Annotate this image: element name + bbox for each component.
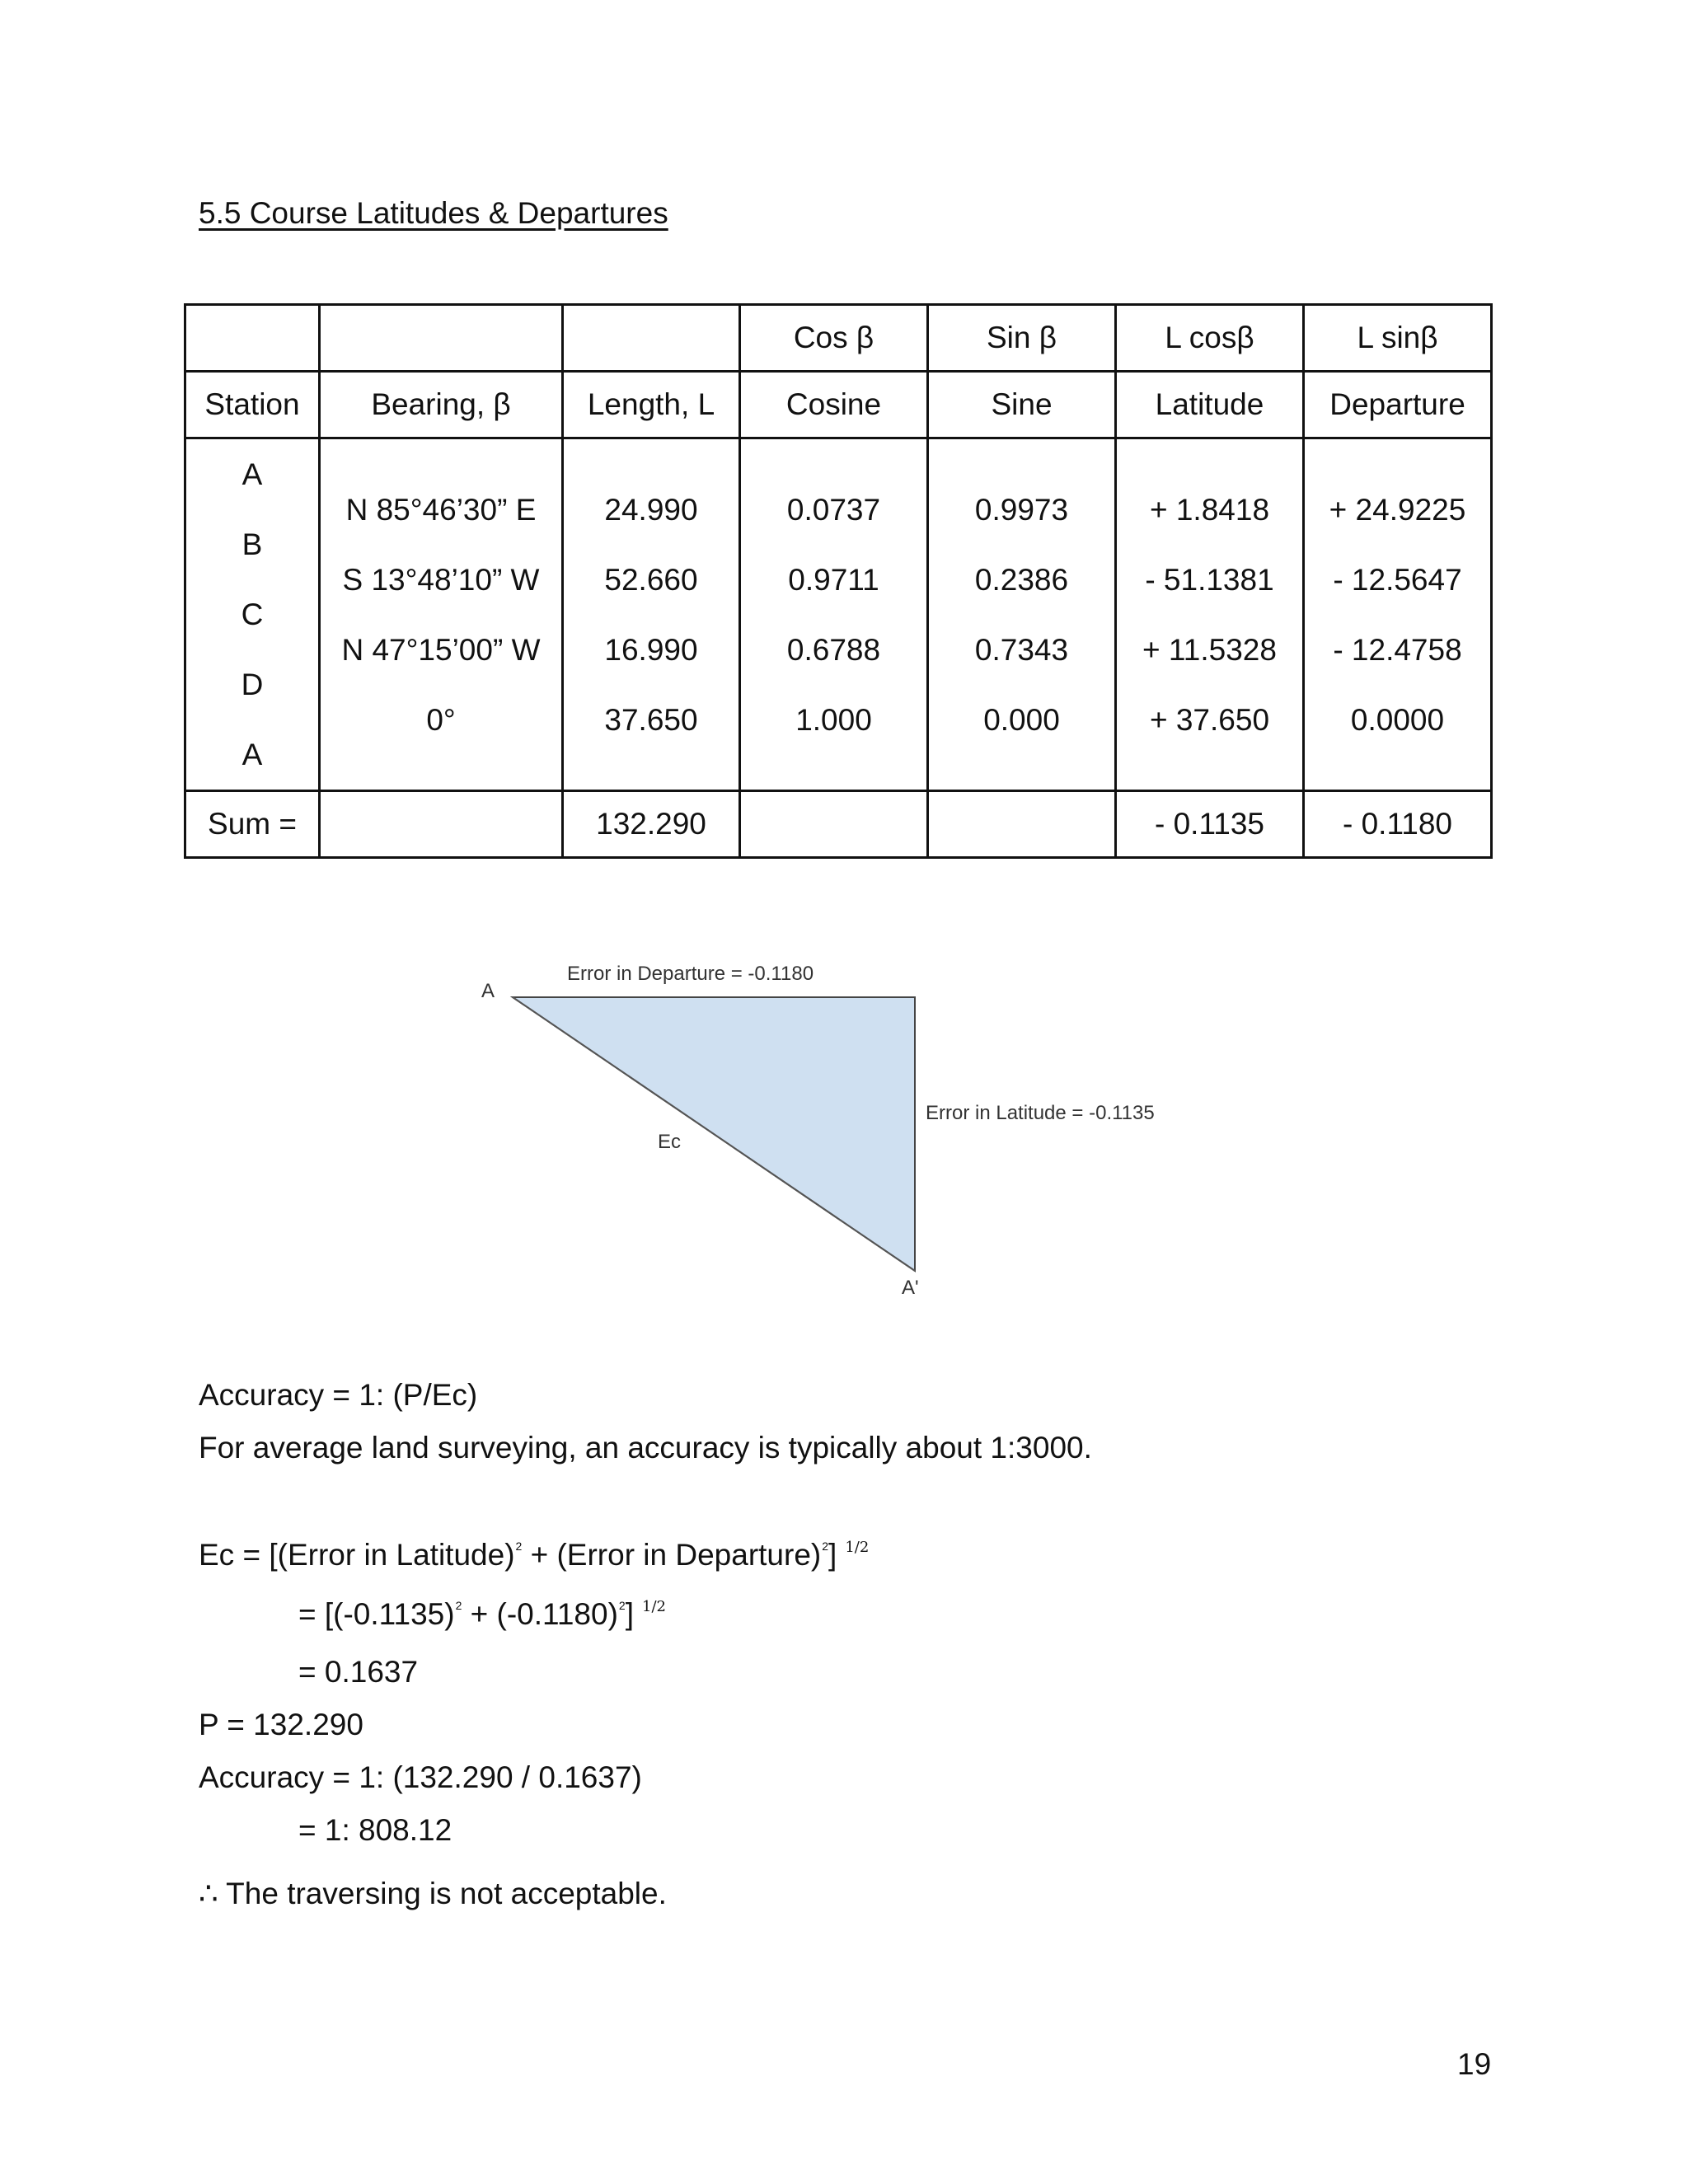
cosine-cell [740,438,928,791]
sine-value: 0.000 [983,702,1060,737]
point-a-label: A [481,980,495,1002]
departure-value: - 12.5647 [1333,562,1462,597]
cosine-value: 0.6788 [786,632,881,667]
sine-value: 0.7343 [974,632,1069,667]
page-number: 19 [1457,2047,1492,2081]
column-header: Cosine [740,372,928,438]
sine-value: 0.9973 [974,492,1069,527]
sine-value: 0.2386 [974,562,1069,597]
station-label: A [241,738,263,771]
square-exponent: 2 [455,1599,462,1612]
table-header-row [185,372,1492,438]
table-cell: Cos β [740,305,928,372]
table-cell [185,305,320,372]
point-a-prime-label: A' [902,1277,919,1299]
column-header: Departure [1304,372,1492,438]
conclusion: ∴ The traversing is not acceptable. [199,1877,667,1910]
table-sum-row [185,791,1492,858]
table-cell [320,791,563,858]
ec-substitution-part: ] [625,1597,634,1631]
table-cell [563,305,740,372]
bearing-value: N 47°15’00” W [341,632,541,667]
table-cell: Sum = [185,791,320,858]
station-label: D [241,668,264,701]
column-header: Sine [928,372,1116,438]
error-latitude-label: Error in Latitude = -0.1135 [926,1102,1155,1124]
error-departure-label: Error in Departure = -0.1180 [567,963,814,985]
column-header: Bearing, β [320,372,563,438]
typical-accuracy-note: For average land surveying, an accuracy is typically about 1:3000. [199,1431,1092,1465]
square-exponent: 2 [515,1540,523,1553]
length-value: 24.990 [604,492,698,527]
table-cell [928,791,1116,858]
station-cell [185,438,320,791]
perimeter-line: P = 132.290 [199,1708,363,1741]
latitude-value: + 11.5328 [1142,632,1277,667]
station-label: A [241,457,263,491]
ec-formula-part: ] [828,1538,837,1572]
ec-substitution-part: + (-0.1180) [462,1597,618,1631]
table-top-row [185,305,1492,372]
table-cell: L sinβ [1304,305,1492,372]
station-label: B [241,527,263,561]
length-cell [563,438,740,791]
ec-result: = 0.1637 [298,1655,419,1689]
ec-label: Ec [658,1131,682,1153]
latitude-value: - 51.1381 [1145,562,1274,597]
latitude-cell [1116,438,1304,791]
column-header: Length, L [563,372,740,438]
departure-value: 0.0000 [1350,702,1445,737]
length-value: 52.660 [604,562,698,597]
ec-formula-part: + (Error in Departure) [522,1538,822,1572]
accuracy-formula: Accuracy = 1: (P/Ec) [199,1378,478,1412]
bearing-value: N 85°46’30” E [345,492,537,527]
length-value: 37.650 [604,702,698,737]
table-cell: - 0.1180 [1304,791,1492,858]
ec-formula [199,1538,869,1572]
table-cell: - 0.1135 [1116,791,1304,858]
table-cell: Sin β [928,305,1116,372]
table-cell: L cosβ [1116,305,1304,372]
error-triangle-diagram [462,948,1203,1310]
accuracy-result: = 1: 808.12 [298,1813,452,1847]
cosine-value: 1.000 [795,702,872,737]
bearing-value: S 13°48’10” W [342,562,540,597]
table-cell [740,791,928,858]
ec-formula-part: Ec = [(Error in Latitude) [199,1538,515,1572]
departure-value: - 12.4758 [1333,632,1462,667]
section-heading: 5.5 Course Latitudes & Departures [199,196,668,230]
sine-cell [928,438,1116,791]
bearing-cell [320,438,563,791]
column-header: Latitude [1116,372,1304,438]
table-cell: 132.290 [563,791,740,858]
latitude-value: + 37.650 [1149,702,1270,737]
departure-cell [1304,438,1492,791]
length-value: 16.990 [604,632,698,667]
column-header: Station [185,372,320,438]
table-data-row [185,438,1492,791]
square-exponent: 2 [822,1540,829,1553]
cosine-value: 0.0737 [786,492,881,527]
half-exponent: 1/2 [845,1539,870,1556]
square-exponent: 2 [618,1599,626,1612]
ec-substitution-part: = [(-0.1135) [298,1597,455,1631]
cosine-value: 0.9711 [788,562,879,597]
station-label: C [241,598,264,631]
latitudes-departures-table [184,303,1493,859]
ec-substitution [298,1597,666,1632]
half-exponent: 1/2 [642,1598,666,1615]
latitude-value: + 1.8418 [1149,492,1270,527]
table-cell [320,305,563,372]
bearing-value: 0° [426,702,456,737]
departure-value: + 24.9225 [1329,492,1466,527]
accuracy-calculation: Accuracy = 1: (132.290 / 0.1637) [199,1760,642,1794]
